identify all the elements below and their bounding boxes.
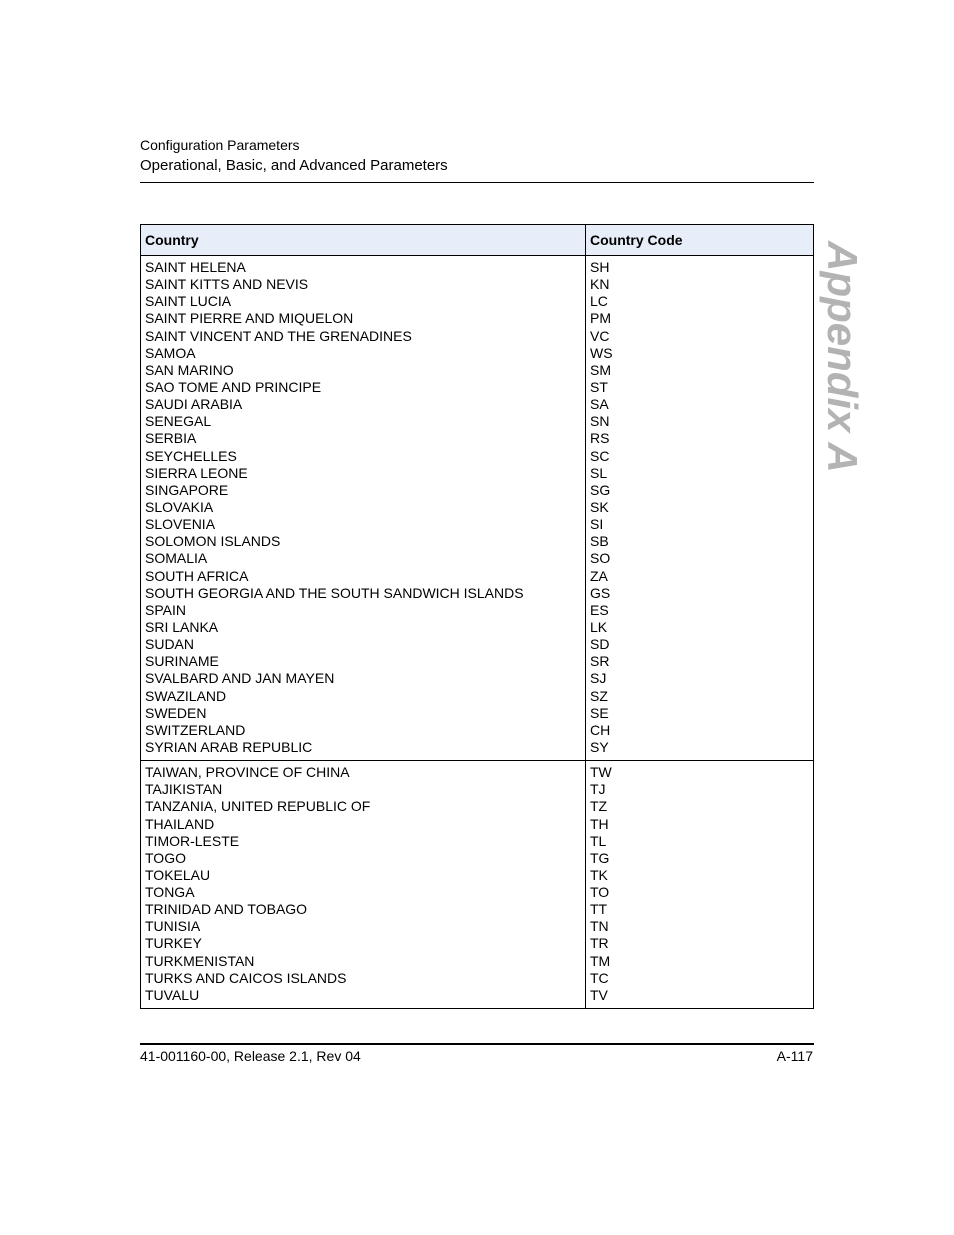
country-name: TONGA [145,884,195,901]
country-code: SO [590,550,611,567]
country-code: SZ [590,687,608,704]
country-code: PM [590,310,611,327]
country-code: SY [590,738,609,755]
country-name: TUVALU [145,986,200,1003]
country-name: SWAZILAND [145,687,227,704]
running-header-title: Operational, Basic, and Advanced Parameters [140,157,448,174]
country-name: TURKS AND CAICOS ISLANDS [145,969,347,986]
footer-divider [140,1043,814,1045]
table-header-row [141,225,814,256]
country-name: SAINT LUCIA [145,293,232,310]
country-code: TO [590,884,610,901]
country-code: SH [590,259,610,275]
country-code: TT [590,901,608,918]
country-code: ZA [590,567,608,584]
country-name: TIMOR-LESTE [145,832,240,849]
country-code: TM [590,952,611,969]
appendix-label: Appendix A [819,241,866,473]
country-code: TH [590,815,609,832]
country-name: TANZANIA, UNITED REPUBLIC OF [145,798,371,815]
country-name: SINGAPORE [145,481,229,498]
country-name: SOUTH AFRICA [145,567,249,584]
country-name: TOGO [145,849,186,866]
country-code: TR [590,935,609,952]
country-code-table [140,224,813,1009]
country-code: SI [590,516,604,533]
country-name: TAJIKISTAN [145,781,223,798]
header-divider [140,182,814,183]
country-name: TOKELAU [145,866,211,883]
country-code: WS [590,344,613,361]
country-cell [141,761,586,1009]
country-name: SYRIAN ARAB REPUBLIC [145,738,313,755]
country-name: SIERRA LEONE [145,464,248,481]
country-code: CH [590,721,611,738]
country-name: SRI LANKA [145,618,219,635]
running-header-section: Configuration Parameters [140,137,300,153]
country-code: SJ [590,670,607,687]
country-name: SOMALIA [145,550,208,567]
country-code: TC [590,969,609,986]
country-code: SM [590,361,611,378]
country-code: TL [590,832,607,849]
country-name: SWEDEN [145,704,207,721]
country-name: SURINAME [145,653,219,670]
country-code: SL [590,464,608,481]
country-cell [141,256,586,761]
country-name: SAINT KITTS AND NEVIS [145,276,309,293]
country-code: TK [590,866,608,883]
country-code: GS [590,584,611,601]
page-number: A-117 [776,1048,813,1064]
country-name: SAINT VINCENT AND THE GRENADINES [145,327,412,344]
country-code: SR [590,653,610,670]
country-code: ES [590,601,609,618]
country-name: SVALBARD AND JAN MAYEN [145,670,335,687]
country-name: SAINT HELENA [145,259,246,275]
country-code: SN [590,413,610,430]
country-code: SG [590,481,611,498]
country-name: SAN MARINO [145,361,234,378]
country-code: SC [590,447,610,464]
country-name: SPAIN [145,601,186,618]
country-name: SERBIA [145,430,197,447]
country-name: TUNISIA [145,918,201,935]
country-code: SE [590,704,609,721]
country-code: VC [590,327,610,344]
country-name: SLOVENIA [145,516,216,533]
country-code: SD [590,636,610,653]
country-code: TG [590,849,610,866]
country-name: THAILAND [145,815,215,832]
country-code-cell [586,761,814,1009]
country-name: SAINT PIERRE AND MIQUELON [145,310,354,327]
country-name: SENEGAL [145,413,212,430]
country-name: TURKEY [145,935,202,952]
column-header-country: Country [141,225,586,256]
country-name: TURKMENISTAN [145,952,255,969]
country-code: RS [590,430,610,447]
country-code: ST [590,378,608,395]
country-name: SLOVAKIA [145,498,214,515]
country-code: TZ [590,798,608,815]
country-name: SWITZERLAND [145,721,246,738]
country-code: LK [590,618,608,635]
country-name: SAO TOME AND PRINCIPE [145,378,322,395]
table-row-group [141,761,814,1009]
column-header-country-code: Country Code [586,225,814,256]
country-name: SEYCHELLES [145,447,237,464]
country-name: SAMOA [145,344,196,361]
country-code: KN [590,276,610,293]
country-name: SUDAN [145,636,195,653]
table-row-group [141,256,814,761]
appendix-side-tab [819,241,866,473]
country-code: SB [590,533,609,550]
country-name: SAUDI ARABIA [145,396,243,413]
country-code: LC [590,293,608,310]
document-id: 41-001160-00, Release 2.1, Rev 04 [140,1048,361,1064]
country-code: TN [590,918,609,935]
country-name: SOUTH GEORGIA AND THE SOUTH SANDWICH ISLANDS [145,584,524,601]
country-code: TJ [590,781,606,798]
country-name: SOLOMON ISLANDS [145,533,281,550]
country-name: TAIWAN, PROVINCE OF CHINA [145,764,350,781]
country-code: SA [590,396,609,413]
country-code: SK [590,498,609,515]
country-code: TV [590,986,608,1003]
country-code-cell [586,256,814,761]
country-name: TRINIDAD AND TOBAGO [145,901,308,918]
country-code: TW [590,764,612,781]
